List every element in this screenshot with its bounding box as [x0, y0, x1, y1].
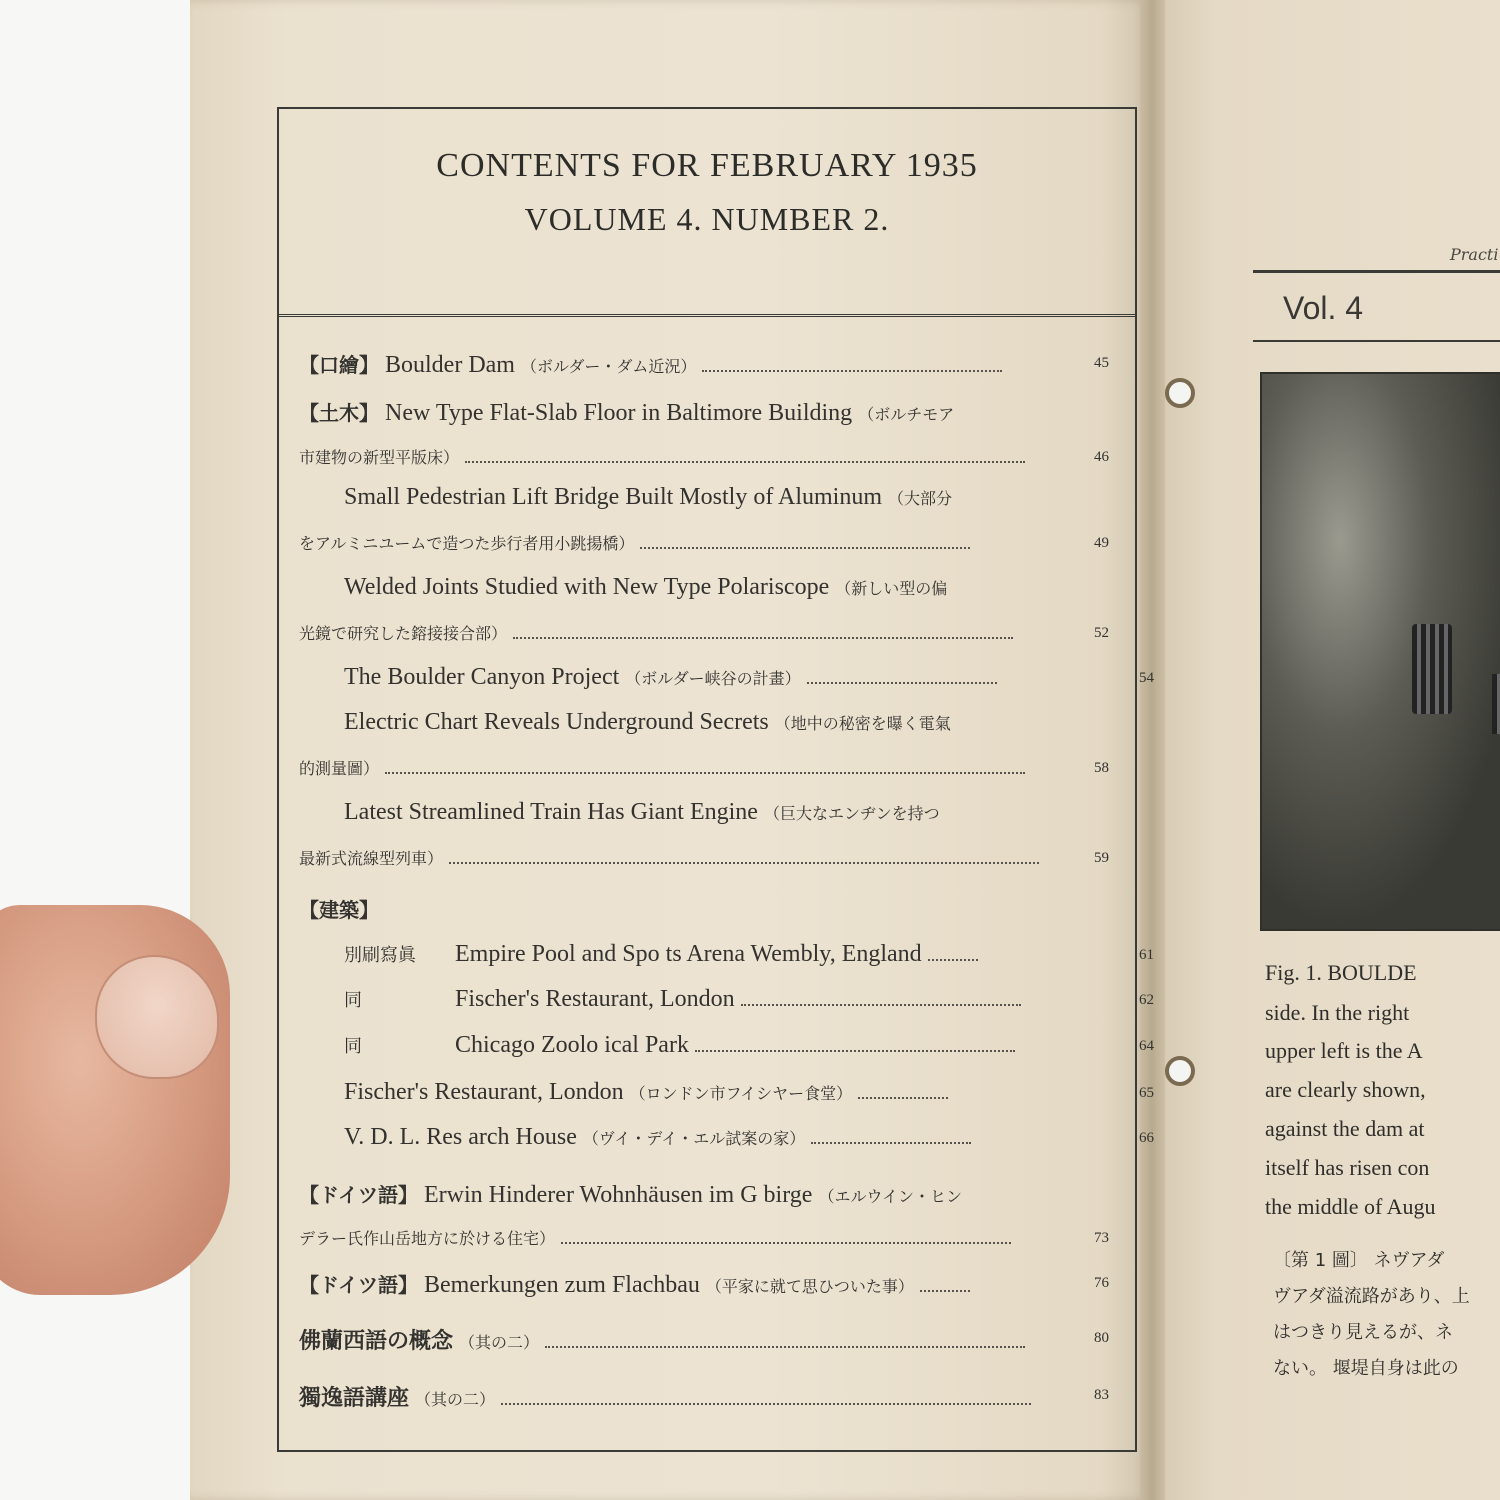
caption-line: itself has risen con — [1265, 1155, 1430, 1180]
contents-title: CONTENTS FOR FEBRUARY 1935 — [436, 147, 978, 184]
contents-frame — [277, 107, 1154, 1452]
leader-dots — [807, 681, 997, 684]
toc-entry — [299, 397, 1089, 437]
toc-entry — [299, 484, 1134, 524]
entry-title: New Type Flat-Slab Floor in Baltimore Building — [385, 400, 853, 426]
toc-entry — [299, 1032, 1154, 1072]
entry-title: Welded Joints Studied with New Type Polariscope — [344, 574, 830, 600]
page-number: 73 — [1094, 1230, 1109, 1246]
toc-entry — [299, 664, 1154, 704]
entry-jp: （其の二） — [459, 1333, 540, 1352]
running-head: Practi — [1450, 245, 1499, 264]
entry-title: Fischer's Restaurant, London — [344, 1079, 624, 1105]
toc-entry — [299, 574, 1134, 614]
entry-jp: （其の二） — [415, 1390, 496, 1409]
section-label: 【ドイツ語】 — [299, 1273, 418, 1297]
entry-title: Erwin Hinderer Wohnhäusen im G birge — [424, 1182, 813, 1208]
toc-entry — [299, 1324, 1109, 1364]
leader-dots — [702, 369, 1002, 372]
right-page-content — [1165, 0, 1500, 1500]
entry-jp: （ボルダー峡谷の計畫） — [625, 669, 801, 688]
entry-title: Fischer's Restaurant, London — [455, 986, 735, 1012]
page-number: 65 — [1139, 1085, 1154, 1101]
entry-title: Small Pedestrian Lift Bridge Built Mostly of Aluminum — [344, 484, 882, 510]
entry-jp: （平家に就て思ひついた事） — [705, 1277, 914, 1296]
toc-entry — [299, 1381, 1109, 1421]
leader-dots — [501, 1402, 1031, 1405]
toc-entry — [299, 1079, 1154, 1119]
entry-continuation: 市建物の新型平版床） — [299, 448, 460, 467]
caption-line: upper left is the A — [1265, 1038, 1423, 1063]
entry-title: Bemerkungen zum Flachbau — [424, 1272, 700, 1298]
page-number: 62 — [1139, 992, 1154, 1008]
leader-dots — [920, 1289, 970, 1292]
toc-entry — [299, 941, 1154, 981]
leader-dots — [695, 1049, 1015, 1052]
page-number: 76 — [1094, 1275, 1109, 1291]
jp-caption-line: 〔第 1 圖〕 ネヴアダ — [1273, 1250, 1445, 1271]
leader-dots — [811, 1141, 971, 1144]
entry-title: Boulder Dam — [385, 352, 515, 378]
caption-line: side. In the right — [1265, 1000, 1410, 1025]
leader-dots — [385, 771, 1025, 774]
entry-title: Latest Streamlined Train Has Giant Engine — [344, 799, 758, 825]
entry-title: 獨逸語講座 — [299, 1386, 410, 1411]
entry-jp: （ボルチモア — [858, 405, 955, 424]
toc-entry — [299, 1269, 1109, 1309]
entry-continuation: デラー氏作山岳地方に於ける住宅） — [299, 1229, 556, 1248]
entry-jp: （大部分 — [887, 489, 952, 508]
contents-header — [279, 109, 1135, 317]
entry-continuation: をアルミニユームで造つた歩行者用小跳揚橋） — [299, 534, 635, 553]
entry-jp: （エルウイン・ヒン — [818, 1187, 962, 1206]
entry-continuation: 最新式流線型列車） — [299, 849, 444, 868]
leader-dots — [928, 958, 978, 961]
caption-line: are clearly shown, — [1265, 1077, 1426, 1102]
leader-dots — [561, 1241, 1011, 1244]
toc-entry-cont — [299, 529, 1109, 569]
page-number: 52 — [1094, 625, 1109, 641]
leader-dots — [741, 1003, 1021, 1006]
page-number: 66 — [1139, 1130, 1154, 1146]
page-number: 59 — [1094, 850, 1109, 866]
leader-dots — [449, 861, 1039, 864]
toc-entry-cont — [299, 619, 1109, 659]
holding-thumb — [0, 905, 230, 1295]
page-number: 58 — [1094, 760, 1109, 776]
entry-label: 同 — [344, 1036, 362, 1057]
toc-entry — [299, 799, 1134, 839]
page-number: 64 — [1139, 1038, 1154, 1054]
toc-entry-cont — [299, 754, 1109, 794]
leader-dots — [640, 546, 970, 549]
toc-entry-cont — [299, 1224, 1109, 1264]
toc-entry-cont — [299, 443, 1109, 483]
caption-line: against the dam at — [1265, 1116, 1425, 1141]
entry-title: V. D. L. Res arch House — [344, 1124, 577, 1150]
entry-continuation: 光鏡で研究した鎔接接合部） — [299, 624, 508, 643]
header-rule — [1253, 340, 1500, 342]
page-number: 45 — [1094, 355, 1109, 371]
volume-label: Vol. 4 — [1283, 290, 1364, 326]
volume-number: VOLUME 4. NUMBER 2. — [524, 201, 890, 237]
toc-section — [299, 894, 1089, 934]
section-label: 【ドイツ語】 — [299, 1183, 418, 1207]
toc-entry — [299, 986, 1154, 1026]
entry-title: Empire Pool and Spo ts Arena Wembly, England — [455, 941, 922, 967]
entry-label: 同 — [344, 990, 362, 1011]
thumbnail — [95, 955, 219, 1079]
entry-jp: （新しい型の偏 — [835, 579, 948, 598]
entry-title: The Boulder Canyon Project — [344, 664, 620, 690]
entry-jp: （ヴイ・デイ・エル試案の家） — [582, 1129, 806, 1148]
leader-dots — [545, 1345, 1025, 1348]
entry-title: Chicago Zoolo ical Park — [455, 1032, 689, 1058]
leader-dots — [858, 1096, 948, 1099]
caption-line: the middle of Augu — [1265, 1194, 1436, 1219]
entry-continuation: 的測量圖） — [299, 759, 380, 778]
dam-photo — [1260, 372, 1500, 931]
page-number: 61 — [1139, 947, 1154, 963]
toc-entry — [299, 1124, 1154, 1164]
entry-jp: （ボルダー・ダム近況） — [520, 357, 697, 376]
toc-entry — [299, 349, 1109, 389]
entry-jp: （地中の秘密を曝く電氣 — [774, 714, 951, 733]
leader-dots — [465, 460, 1025, 463]
entry-jp: （ロンドン市フイシヤー食堂） — [629, 1084, 853, 1103]
entry-title: Electric Chart Reveals Underground Secrets — [344, 709, 769, 735]
page-number: 49 — [1094, 535, 1109, 551]
entry-label: 別刷寫眞 — [344, 945, 416, 966]
page-number: 80 — [1094, 1330, 1109, 1346]
page-number: 46 — [1094, 449, 1109, 465]
entry-jp: （巨大なエンヂンを持つ — [763, 804, 940, 823]
toc-entry — [299, 1179, 1089, 1219]
section-label: 【土木】 — [299, 401, 379, 425]
leader-dots — [513, 636, 1013, 639]
section-label: 【建築】 — [299, 898, 379, 922]
jp-caption-line: はつきり見えるが、ネ — [1273, 1322, 1453, 1343]
toc-entry — [299, 709, 1134, 749]
page-number: 54 — [1139, 670, 1154, 686]
jp-caption-line: ない。 堰堤自身は此の — [1273, 1358, 1459, 1379]
section-label: 【口繪】 — [299, 353, 379, 377]
jp-caption-line: ヴアダ溢流路があり、上 — [1273, 1286, 1470, 1307]
header-rule — [1253, 270, 1500, 273]
caption-line: Fig. 1. BOULDE — [1265, 960, 1417, 985]
toc-entry-cont — [299, 844, 1109, 884]
page-number: 83 — [1094, 1387, 1109, 1403]
entry-title: 佛蘭西語の概念 — [299, 1329, 454, 1354]
